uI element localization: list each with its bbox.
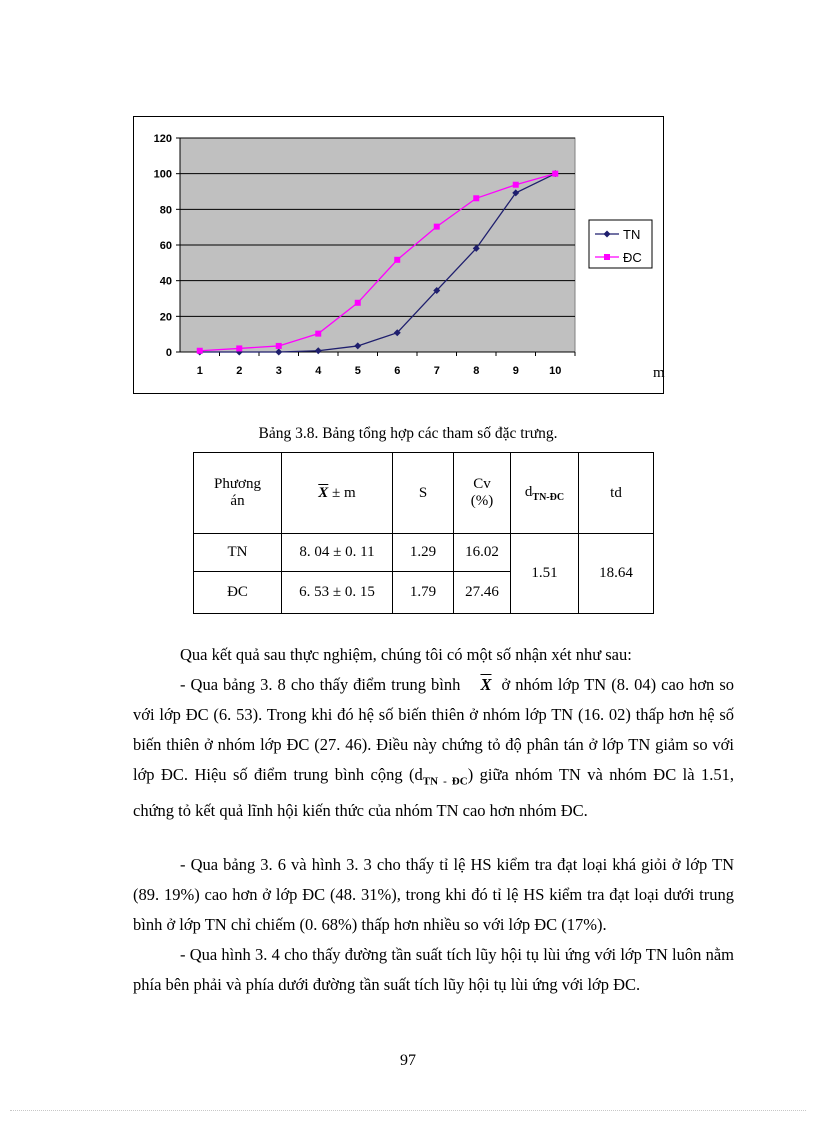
- data-point: [513, 182, 519, 188]
- legend-label: TN: [623, 227, 641, 242]
- x-tick-label: 9: [512, 365, 519, 377]
- row-label: ĐC: [194, 572, 282, 614]
- row-s: 1.29: [393, 534, 454, 572]
- td-value: 18.64: [579, 534, 654, 614]
- data-point: [276, 343, 282, 349]
- y-tick-label: 120: [153, 133, 172, 145]
- legend-box: [589, 220, 652, 268]
- header-s: S: [393, 453, 454, 534]
- x-tick-label: 3: [275, 365, 282, 377]
- data-point: [197, 348, 203, 354]
- x-tick-label: 6: [394, 365, 401, 377]
- page-bottom-rule: [10, 1110, 806, 1111]
- cumulative-frequency-chart: [133, 116, 664, 394]
- paragraph-2: - Qua bảng 3. 6 và hình 3. 3 cho thấy tỉ lệ HS kiểm tra đạt loại khá giỏi ở lớp TN (89. 19%) cao hơn ở lớp ĐC (48. 31%), trong khi đó tỉ lệ HS kiểm tra đạt loại dưới trung bình ở lớp TN chỉ chiếm (0. 68%) thấp hơn nhiều so với lớp ĐC (17%).: [133, 855, 734, 934]
- legend-label: ĐC: [623, 250, 642, 265]
- x-tick-label: 8: [473, 365, 480, 377]
- header-td: td: [579, 453, 654, 534]
- data-point: [434, 224, 440, 230]
- header-d: $d_{TN-ĐC}$: [511, 453, 579, 534]
- mean-symbol: $\overline{X}$: [318, 484, 329, 501]
- x-tick-label: 1: [196, 365, 203, 377]
- x-tick-label: 2: [236, 365, 243, 377]
- paragraph-intro: Qua kết quả sau thực nghiệm, chúng tôi có một số nhận xét như sau:: [180, 645, 632, 664]
- row-label: TN: [194, 534, 282, 572]
- chart-stray-letter: m: [653, 365, 665, 381]
- data-point: [355, 300, 361, 306]
- header-mean: $\overline{X} \pm m$: [282, 453, 393, 534]
- parameters-table: [193, 452, 654, 614]
- legend-marker: [604, 254, 610, 260]
- y-tick-label: 80: [159, 204, 172, 217]
- x-tick-label: 5: [354, 365, 361, 377]
- data-point: [473, 195, 479, 201]
- x-tick-label: 10: [549, 365, 562, 377]
- y-tick-label: 20: [159, 311, 172, 324]
- y-tick-label: 100: [153, 168, 172, 181]
- table-caption: Bảng 3.8. Bảng tổng hợp các tham số đặc trưng.: [258, 425, 558, 442]
- y-tick-label: 0: [165, 347, 172, 359]
- row-s: 1.79: [393, 572, 454, 614]
- chart-svg: [134, 117, 665, 395]
- y-tick-label: 40: [159, 275, 172, 288]
- header-cv: Cv (%): [454, 453, 511, 534]
- row-mean: 6. 53 ± 0. 15: [282, 572, 393, 614]
- x-tick-label: 4: [315, 365, 322, 377]
- page-number: 97: [400, 1052, 416, 1069]
- d-value: 1.51: [511, 534, 579, 614]
- mean-symbol: $\overline{X}$: [480, 675, 492, 694]
- table-row: [194, 534, 654, 572]
- y-tick-label: 60: [159, 240, 172, 252]
- row-cv: 27.46: [454, 572, 511, 614]
- row-cv: 16.02: [454, 534, 511, 572]
- paragraph-3: - Qua hình 3. 4 cho thấy đường tần suất tích lũy hội tụ lùi ứng với lớp TN luôn nằm phía bên phải và phía dưới đường tần suất tích lũy hội tụ lùi ứng với lớp ĐC.: [133, 945, 734, 994]
- x-tick-label: 7: [433, 365, 440, 377]
- data-point: [394, 257, 400, 263]
- data-point: [236, 345, 242, 351]
- paragraph-1: - Qua bảng 3. 8 cho thấy điểm trung bình $\overline{X}$ ở nhóm lớp TN (8. 04) cao hơn so với lớp ĐC (6. 53). Trong khi đó hệ số biến thiên ở nhóm lớp TN (16. 02) thấp hơn hệ số biến thiên ở nhóm lớp ĐC (27. 46). Điều này chứng tỏ độ phân tán ở lớp TN giảm so với lớp ĐC. Hiệu số điểm trung bình cộng $(d_{TN - ĐC})$ giữa nhóm TN và nhóm ĐC là 1.51, chứng tỏ kết quả lĩnh hội kiến thức của nhóm TN cao hơn nhóm ĐC.: [133, 675, 735, 821]
- header-phuong-an: Phương án: [194, 453, 282, 534]
- row-mean: 8. 04 ± 0. 11: [282, 534, 393, 572]
- data-point: [315, 331, 321, 337]
- data-point: [552, 171, 558, 177]
